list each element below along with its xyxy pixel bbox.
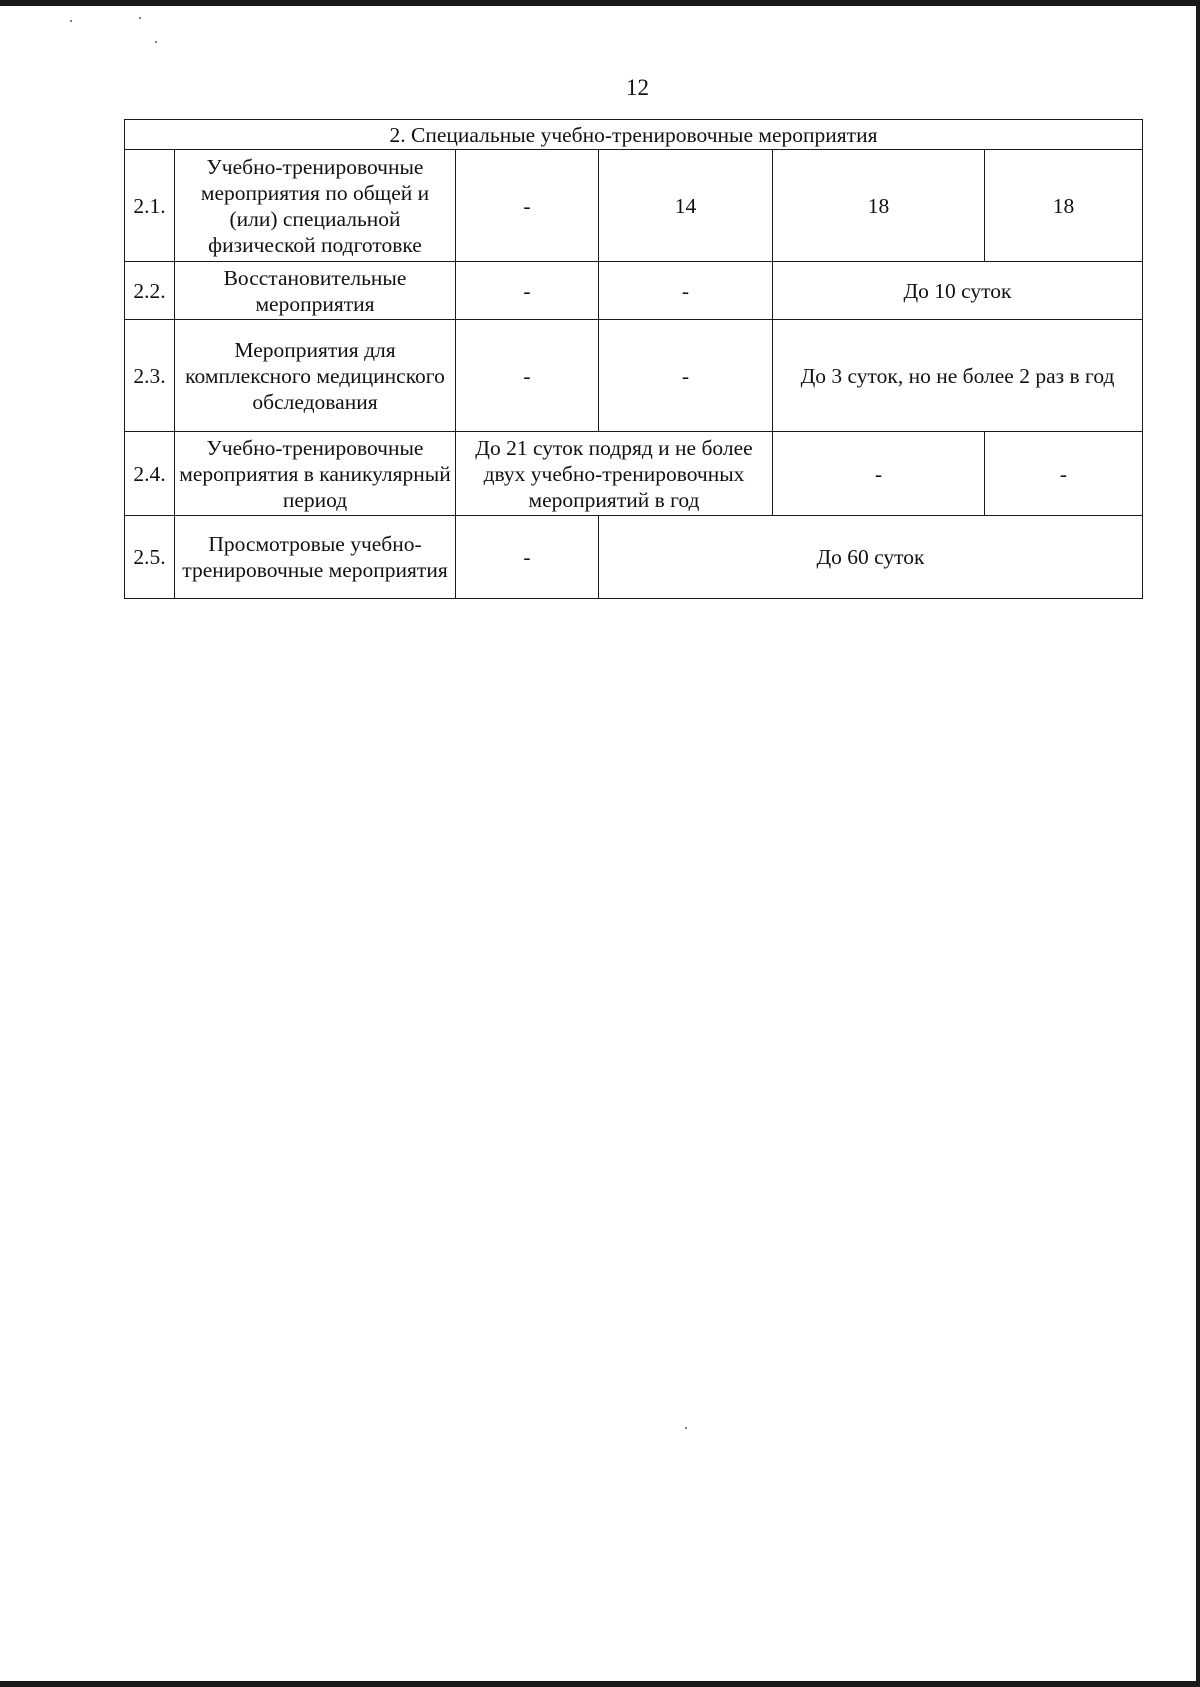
table-row (125, 432, 1143, 516)
table-cell: 18 (773, 150, 985, 262)
table-cell: - (985, 432, 1143, 516)
table-cell-merged: До 10 суток (773, 262, 1143, 320)
table-cell-merged: До 60 суток (599, 516, 1143, 599)
table-cell: - (456, 516, 599, 599)
row-number: 2.3. (125, 320, 175, 432)
table-cell-merged: До 21 суток подряд и не более двух учебно-тренировочных мероприятий в год (456, 432, 773, 516)
table-cell: - (456, 262, 599, 320)
table-cell: 14 (599, 150, 773, 262)
activity-name: Просмотровые учебно-тренировочные мероприятия (175, 516, 456, 599)
table-cell: - (599, 262, 773, 320)
activity-name: Учебно-тренировочные мероприятия по общей и (или) специальной физической подготовке (175, 150, 456, 262)
activity-name: Мероприятия для комплексного медицинского обследования (175, 320, 456, 432)
activity-name: Учебно-тренировочные мероприятия в каникулярный период (175, 432, 456, 516)
table-cell: - (456, 150, 599, 262)
table-row (125, 320, 1143, 432)
table-cell: - (773, 432, 985, 516)
table-cell: 18 (985, 150, 1143, 262)
section-title: 2. Специальные учебно-тренировочные мероприятия (125, 120, 1143, 150)
section-header-row (125, 120, 1143, 150)
row-number: 2.5. (125, 516, 175, 599)
row-number: 2.1. (125, 150, 175, 262)
table-cell-merged: До 3 суток, но не более 2 раз в год (773, 320, 1143, 432)
table-row (125, 262, 1143, 320)
row-number: 2.4. (125, 432, 175, 516)
table-cell: - (599, 320, 773, 432)
table-row (125, 516, 1143, 599)
page-number: 12 (626, 75, 649, 100)
row-number: 2.2. (125, 262, 175, 320)
activity-name: Восстановительные мероприятия (175, 262, 456, 320)
table-row (125, 150, 1143, 262)
activities-table (124, 119, 1143, 599)
table-cell: - (456, 320, 599, 432)
